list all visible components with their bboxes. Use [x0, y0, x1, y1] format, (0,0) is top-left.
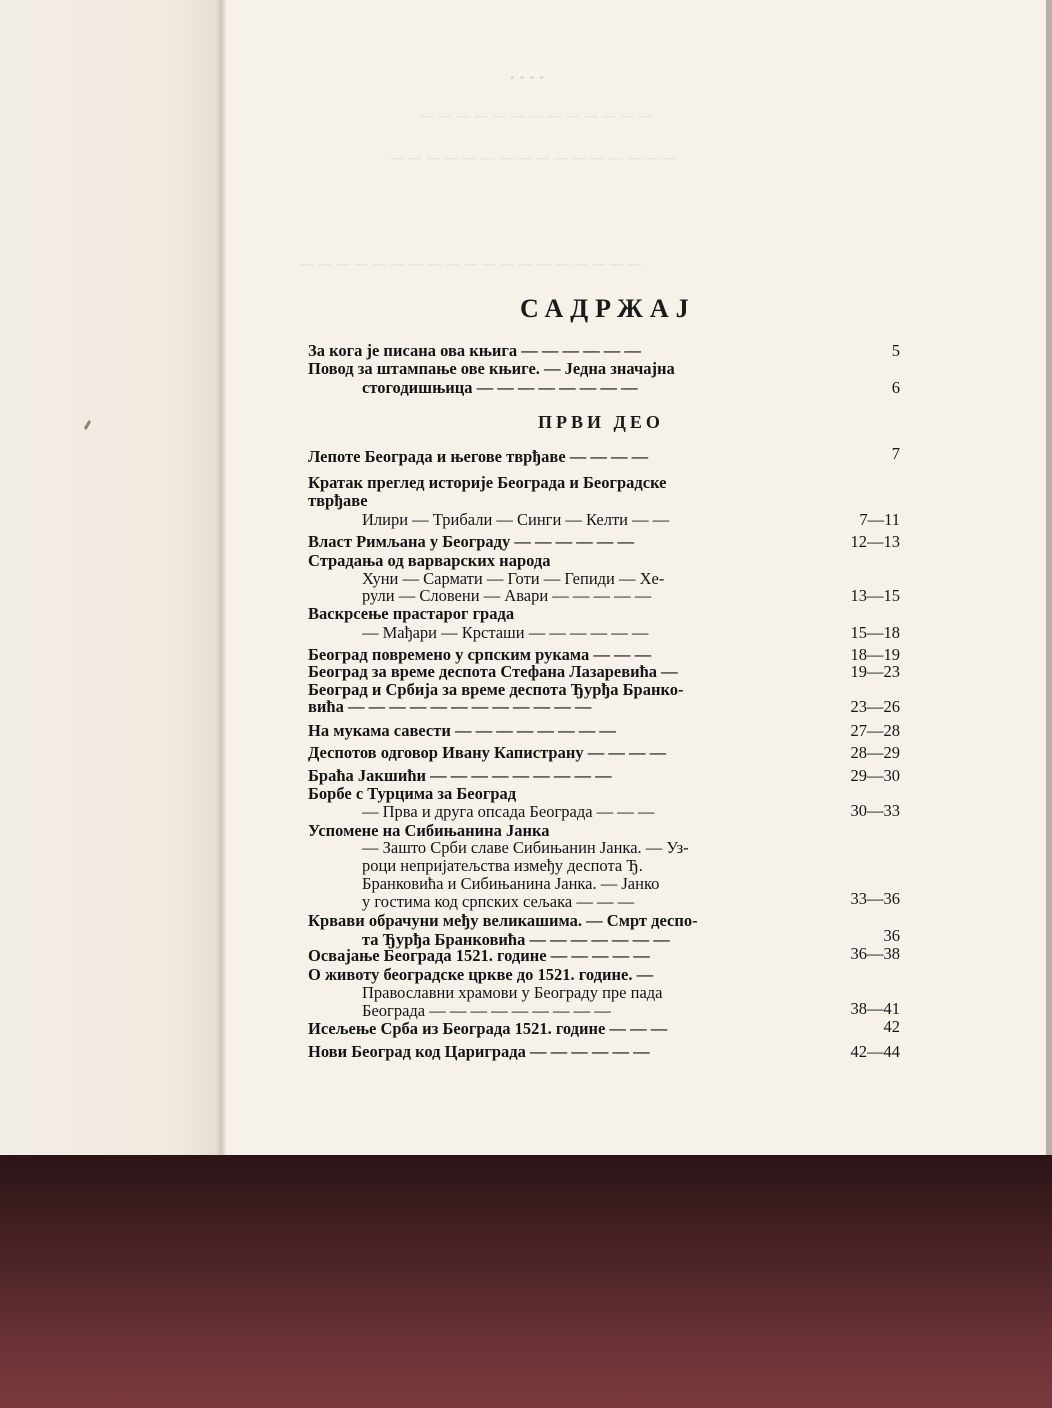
toc-entry: рули — Словени — Авари — — — — — — [362, 586, 652, 605]
toc-entry: Илири — Трибали — Синги — Келти — — — [362, 510, 670, 529]
left-page — [0, 0, 222, 1158]
toc-entry: — Зашто Срби славе Сибињанин Јанка. — Уз- — [362, 838, 689, 857]
bleed-through-line: • • • • — [510, 70, 545, 85]
toc-entry: Бранковића и Сибињанина Јанка. — Јанко — [362, 874, 660, 893]
toc-entry: Кратак преглед историје Београда и Београдске — [308, 473, 667, 492]
toc-entry: Православни храмови у Београду пре пада — [362, 983, 663, 1002]
toc-entry: Страдања од варварских народа — [308, 551, 551, 570]
toc-page-number: 13—15 — [850, 586, 900, 605]
toc-page-number: 38—41 — [850, 999, 900, 1018]
toc-page-number: 36—38 — [850, 944, 900, 963]
toc-page-number: 7—11 — [859, 510, 900, 529]
toc-entry: Успомене на Сибињанина Јанка — [308, 821, 550, 840]
toc-page-number: 42—44 — [850, 1042, 900, 1061]
toc-page-number: 19—23 — [850, 662, 900, 681]
toc-entry: Крвави обрачуни међу великашима. — Смрт деспо- — [308, 911, 698, 930]
toc-entry: Освајање Београда 1521. године — — — — — — [308, 946, 650, 965]
toc-entry: Београда — — — — — — — — — — [362, 1001, 611, 1020]
toc-entry: стогодишњица — — — — — — — — — [362, 378, 638, 397]
toc-page-number: 23—26 — [850, 697, 900, 716]
toc-page-number: 42 — [883, 1017, 900, 1036]
toc-page-number: 36 — [883, 926, 900, 945]
background-surface — [0, 1155, 1052, 1408]
toc-page-number: 33—36 — [850, 889, 900, 908]
section-title: ПРВИ ДЕО — [538, 412, 664, 432]
toc-page-number: 28—29 — [850, 743, 900, 762]
bleed-through-line: — — — — — — — — — — — — — — [420, 108, 653, 123]
toc-entry: Браћа Јакшићи — — — — — — — — — — [308, 766, 612, 785]
toc-page-number: 15—18 — [850, 623, 900, 642]
toc-entry: Београд повремено у српским рукама — — — — [308, 645, 652, 664]
toc-entry: — Прва и друга опсада Београда — — — — [362, 802, 655, 821]
toc-entry: Лепоте Београда и његове тврђаве — — — — — [308, 447, 649, 466]
toc-entry: Борбе с Турцима за Београд — [308, 784, 517, 803]
toc-page-number: 27—28 — [850, 721, 900, 740]
toc-entry: Исељење Срба из Београда 1521. године — — — — [308, 1019, 668, 1038]
toc-page-number: 18—19 — [850, 645, 900, 664]
toc-entry: Васкрсење прастарог града — [308, 604, 515, 623]
toc-page-number: 5 — [891, 341, 900, 360]
toc-entry: Хуни — Сармати — Готи — Гепиди — Хе- — [362, 569, 665, 588]
toc-page-number: 29—30 — [850, 766, 900, 785]
book-gutter — [216, 0, 226, 1158]
bleed-through-line: — — — — — — — — — — — — — — — — — — — — [300, 256, 643, 271]
toc-page-number: 7 — [891, 444, 900, 463]
toc-page-number: 12—13 — [850, 532, 900, 551]
bleed-through-line: — — — — — — — — — — — — — — — — — [390, 150, 678, 165]
page-edge — [1046, 0, 1052, 1160]
toc-entry: та Ђурђа Бранковића — — — — — — — — [362, 930, 670, 949]
toc-entry: Нови Београд код Цариграда — — — — — — — [308, 1042, 650, 1061]
toc-entry: — Мађари — Крсташи — — — — — — — [362, 623, 649, 642]
toc-entry: вића — — — — — — — — — — — — — [308, 697, 592, 716]
toc-entry: О животу београдске цркве до 1521. године. — — [308, 965, 654, 984]
toc-entry: Власт Римљана у Београду — — — — — — — [308, 532, 635, 551]
page-title: САДРЖАЈ — [520, 294, 696, 323]
toc-entry: Деспотов одговор Ивану Капистрану — — — — — [308, 743, 667, 762]
toc-entry: Београд и Србија за време деспота Ђурђа Бранко- — [308, 680, 684, 699]
toc-entry: у гостима код српских сељака — — — — [362, 892, 635, 911]
toc-page-number: 30—33 — [850, 801, 900, 820]
toc-entry: Повод за штампање ове књиге. — Једна значајна — [308, 359, 675, 378]
toc-entry: роци непријатељства између деспота Ђ. — [362, 856, 643, 875]
toc-entry: тврђаве — [308, 491, 368, 510]
toc-entry: За кога је писана ова књига — — — — — — — [308, 341, 641, 360]
toc-entry: Београд за време деспота Стефана Лазаревића — — [308, 662, 678, 681]
toc-entry: На мукама савести — — — — — — — — — [308, 721, 616, 740]
toc-page-number: 6 — [891, 378, 900, 397]
